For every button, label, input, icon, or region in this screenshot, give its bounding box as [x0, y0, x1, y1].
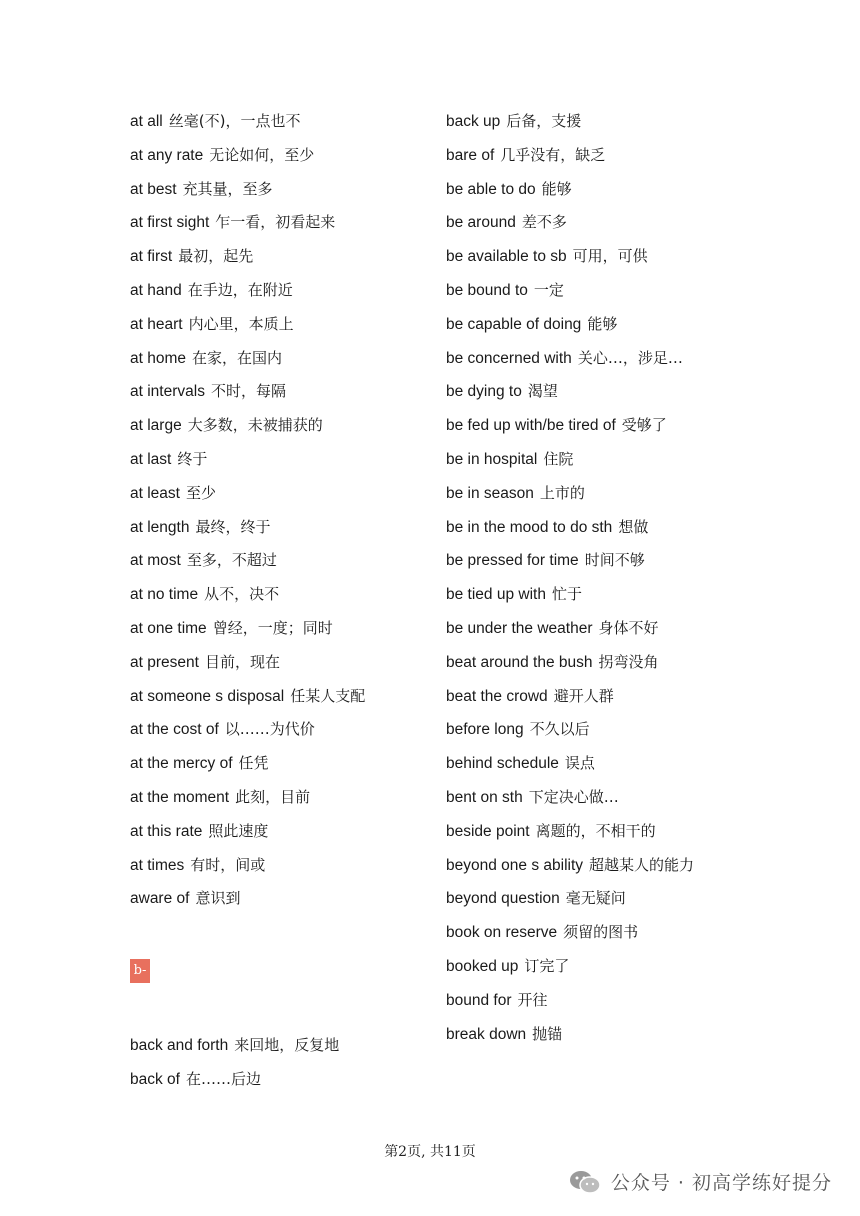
- phrase-entry: [446, 649, 694, 683]
- phrase-chinese: 至多，不超过: [186, 551, 277, 570]
- phrase-entry: [446, 446, 694, 480]
- phrase-entry: [446, 784, 694, 818]
- phrase-chinese: 意识到: [195, 889, 241, 908]
- phrase-chinese: 毫无疑问: [565, 889, 626, 908]
- phrase-chinese: 几乎没有，缺乏: [500, 145, 606, 164]
- phrase-chinese: 能够: [587, 314, 618, 333]
- phrase-english: be in season: [446, 484, 534, 502]
- phrase-chinese: 在家，在国内: [192, 348, 283, 367]
- phrase-chinese: 开往: [517, 990, 548, 1009]
- phrase-chinese: 不久以后: [529, 720, 590, 739]
- phrase-english: at no time: [130, 586, 199, 604]
- phrase-chinese: 任某人支配: [290, 686, 366, 705]
- phrase-chinese: 想做: [618, 517, 649, 536]
- phrase-entry: [130, 311, 365, 345]
- phrase-entry: [446, 885, 694, 919]
- phrase-english: at someone s disposal: [130, 687, 285, 705]
- phrase-english: be in hospital: [446, 450, 538, 468]
- left-column: [130, 108, 365, 919]
- phrase-entry: [130, 277, 365, 311]
- phrase-english: back and forth: [130, 1037, 229, 1054]
- phrase-chinese: 目前，现在: [204, 652, 280, 671]
- page-number: 第2页, 共11页: [384, 1144, 476, 1160]
- right-column: [446, 108, 694, 1054]
- phrase-chinese: 误点: [564, 754, 595, 773]
- phrase-english: at times: [130, 856, 185, 874]
- phrase-entry: [130, 683, 365, 717]
- phrase-english: bound for: [446, 991, 512, 1009]
- phrase-chinese: 最终，终于: [195, 517, 271, 536]
- phrase-entry: [446, 953, 694, 987]
- phrase-chinese: 订完了: [524, 956, 570, 975]
- phrase-english: at home: [130, 349, 187, 367]
- phrase-english: booked up: [446, 957, 519, 975]
- phrase-chinese: 后备，支援: [506, 112, 582, 130]
- phrase-entry: [446, 412, 694, 446]
- phrase-entry: [130, 615, 365, 649]
- phrase-entry: [446, 243, 694, 277]
- phrase-entry: [446, 547, 694, 581]
- phrase-entry: [130, 1066, 339, 1100]
- watermark: [569, 1168, 832, 1195]
- phrase-entry: [446, 176, 694, 210]
- phrase-entry: [446, 919, 694, 953]
- phrase-english: bare of: [446, 146, 495, 164]
- phrase-chinese: 一定: [533, 280, 564, 299]
- phrase-chinese: 从不，决不: [204, 585, 280, 604]
- phrase-chinese: 下定决心做…: [528, 787, 619, 806]
- phrase-chinese: 以……为代价: [224, 720, 315, 739]
- phrase-chinese: 无论如何，至少: [209, 145, 315, 164]
- phrase-english: be fed up with/be tired of: [446, 417, 616, 435]
- phrase-english: be under the weather: [446, 619, 593, 637]
- phrase-english: book on reserve: [446, 924, 558, 942]
- phrase-entry: [130, 716, 365, 750]
- phrase-chinese: 身体不好: [598, 618, 659, 637]
- phrase-chinese: 能够: [541, 179, 572, 198]
- phrase-english: aware of: [130, 890, 190, 908]
- phrase-english: be dying to: [446, 383, 522, 401]
- phrase-english: be able to do: [446, 180, 536, 198]
- phrase-english: at most: [130, 552, 181, 570]
- phrase-entry: [130, 108, 365, 142]
- phrase-chinese: 须留的图书: [563, 923, 639, 942]
- phrase-entry: [446, 581, 694, 615]
- phrase-entry: [130, 750, 365, 784]
- phrase-english: before long: [446, 721, 524, 739]
- phrase-entry: [130, 1032, 339, 1066]
- watermark-text: 公众号 · 初高学练好提分: [610, 1172, 832, 1194]
- wechat-icon: [569, 1169, 601, 1195]
- phrase-entry: [130, 378, 365, 412]
- phrase-chinese: 此刻，目前: [235, 787, 311, 806]
- phrase-entry: [446, 514, 694, 548]
- phrase-english: beside point: [446, 822, 530, 840]
- phrase-english: back up: [446, 113, 501, 130]
- phrase-chinese: 充其量，至多: [182, 179, 273, 198]
- phrase-chinese: 受够了: [621, 416, 667, 435]
- phrase-chinese: 抛锚: [532, 1024, 563, 1043]
- phrase-chinese: 内心里，本质上: [188, 314, 294, 333]
- phrase-chinese: 至少: [185, 483, 216, 502]
- phrase-chinese: 时间不够: [584, 551, 645, 570]
- phrase-entry: [446, 818, 694, 852]
- phrase-english: at all: [130, 113, 163, 130]
- phrase-english: at the moment: [130, 788, 230, 806]
- phrase-english: beyond question: [446, 890, 560, 908]
- phrase-chinese: 忙于: [551, 585, 582, 604]
- phrase-english: be capable of doing: [446, 315, 582, 333]
- phrase-chinese: 渴望: [527, 382, 558, 401]
- phrase-english: at intervals: [130, 383, 205, 401]
- phrase-chinese: 大多数，未被捕获的: [187, 416, 323, 435]
- phrase-english: at the mercy of: [130, 755, 233, 773]
- phrase-chinese: 最初，起先: [178, 247, 254, 266]
- phrase-entry: [130, 446, 365, 480]
- phrase-chinese: 丝毫(不)，一点也不: [168, 112, 301, 130]
- phrase-chinese: 在……后边: [185, 1069, 261, 1088]
- phrase-entry: [446, 1021, 694, 1055]
- phrase-english: at the cost of: [130, 721, 219, 739]
- phrase-entry: [446, 987, 694, 1021]
- phrase-english: beat the crowd: [446, 687, 548, 705]
- phrase-entry: [130, 514, 365, 548]
- left-column-b: [130, 1032, 339, 1100]
- phrase-chinese: 超越某人的能力: [589, 855, 695, 874]
- phrase-english: beat around the bush: [446, 653, 593, 671]
- phrase-english: at last: [130, 450, 172, 468]
- phrase-entry: [446, 852, 694, 886]
- phrase-entry: [130, 852, 365, 886]
- phrase-entry: [130, 649, 365, 683]
- phrase-chinese: 来回地，反复地: [234, 1036, 340, 1054]
- phrase-entry: [446, 716, 694, 750]
- phrase-english: be bound to: [446, 281, 528, 299]
- phrase-entry: [130, 142, 365, 176]
- phrase-entry: [446, 209, 694, 243]
- phrase-entry: [130, 784, 365, 818]
- phrase-entry: [446, 378, 694, 412]
- phrase-entry: [130, 412, 365, 446]
- phrase-chinese: 照此速度: [208, 821, 269, 840]
- phrase-english: be around: [446, 214, 516, 232]
- phrase-entry: [446, 108, 694, 142]
- phrase-entry: [446, 311, 694, 345]
- phrase-english: at best: [130, 180, 177, 198]
- phrase-english: at heart: [130, 315, 183, 333]
- phrase-entry: [130, 818, 365, 852]
- phrase-english: at any rate: [130, 146, 204, 164]
- section-tag-b: b-: [130, 959, 150, 983]
- phrase-chinese: 关心…，涉足…: [577, 348, 683, 367]
- phrase-chinese: 避开人群: [553, 686, 614, 705]
- phrase-chinese: 可用，可供: [572, 247, 648, 266]
- phrase-english: beyond one s ability: [446, 856, 584, 874]
- phrase-chinese: 乍一看，初看起来: [215, 213, 336, 232]
- phrase-entry: [130, 480, 365, 514]
- phrase-english: be tied up with: [446, 586, 546, 604]
- phrase-chinese: 差不多: [521, 213, 567, 232]
- phrase-entry: [446, 683, 694, 717]
- phrase-entry: [446, 750, 694, 784]
- phrase-english: at present: [130, 653, 199, 671]
- phrase-english: bent on sth: [446, 788, 523, 806]
- phrase-entry: [130, 581, 365, 615]
- phrase-entry: [446, 480, 694, 514]
- phrase-entry: [130, 176, 365, 210]
- phrase-english: be concerned with: [446, 349, 572, 367]
- phrase-english: at least: [130, 484, 180, 502]
- phrase-entry: [446, 615, 694, 649]
- phrase-chinese: 不时，每隔: [210, 382, 286, 401]
- phrase-entry: [130, 885, 365, 919]
- phrase-chinese: 任凭: [238, 754, 269, 773]
- phrase-entry: [130, 243, 365, 277]
- phrase-chinese: 曾经，一度；同时: [212, 618, 333, 637]
- phrase-chinese: 上市的: [539, 483, 585, 502]
- phrase-english: be pressed for time: [446, 552, 579, 570]
- phrase-entry: [446, 142, 694, 176]
- phrase-entry: [130, 345, 365, 379]
- phrase-entry: [130, 547, 365, 581]
- phrase-chinese: 拐弯没角: [598, 652, 659, 671]
- phrase-chinese: 住院: [543, 449, 574, 468]
- phrase-english: at first sight: [130, 214, 210, 232]
- phrase-english: at large: [130, 417, 182, 435]
- phrase-english: be in the mood to do sth: [446, 518, 613, 536]
- phrase-chinese: 离题的，不相干的: [535, 821, 656, 840]
- phrase-entry: [130, 209, 365, 243]
- phrase-english: at this rate: [130, 822, 203, 840]
- phrase-english: break down: [446, 1025, 527, 1043]
- phrase-english: at hand: [130, 281, 182, 299]
- phrase-entry: [446, 277, 694, 311]
- phrase-english: behind schedule: [446, 755, 559, 773]
- phrase-english: at length: [130, 518, 190, 536]
- phrase-entry: [446, 345, 694, 379]
- phrase-chinese: 有时，间或: [190, 855, 266, 874]
- phrase-chinese: 终于: [177, 449, 208, 468]
- phrase-chinese: 在手边，在附近: [187, 280, 293, 299]
- phrase-english: at first: [130, 248, 173, 266]
- phrase-english: at one time: [130, 619, 207, 637]
- phrase-english: back of: [130, 1070, 180, 1088]
- phrase-english: be available to sb: [446, 248, 567, 266]
